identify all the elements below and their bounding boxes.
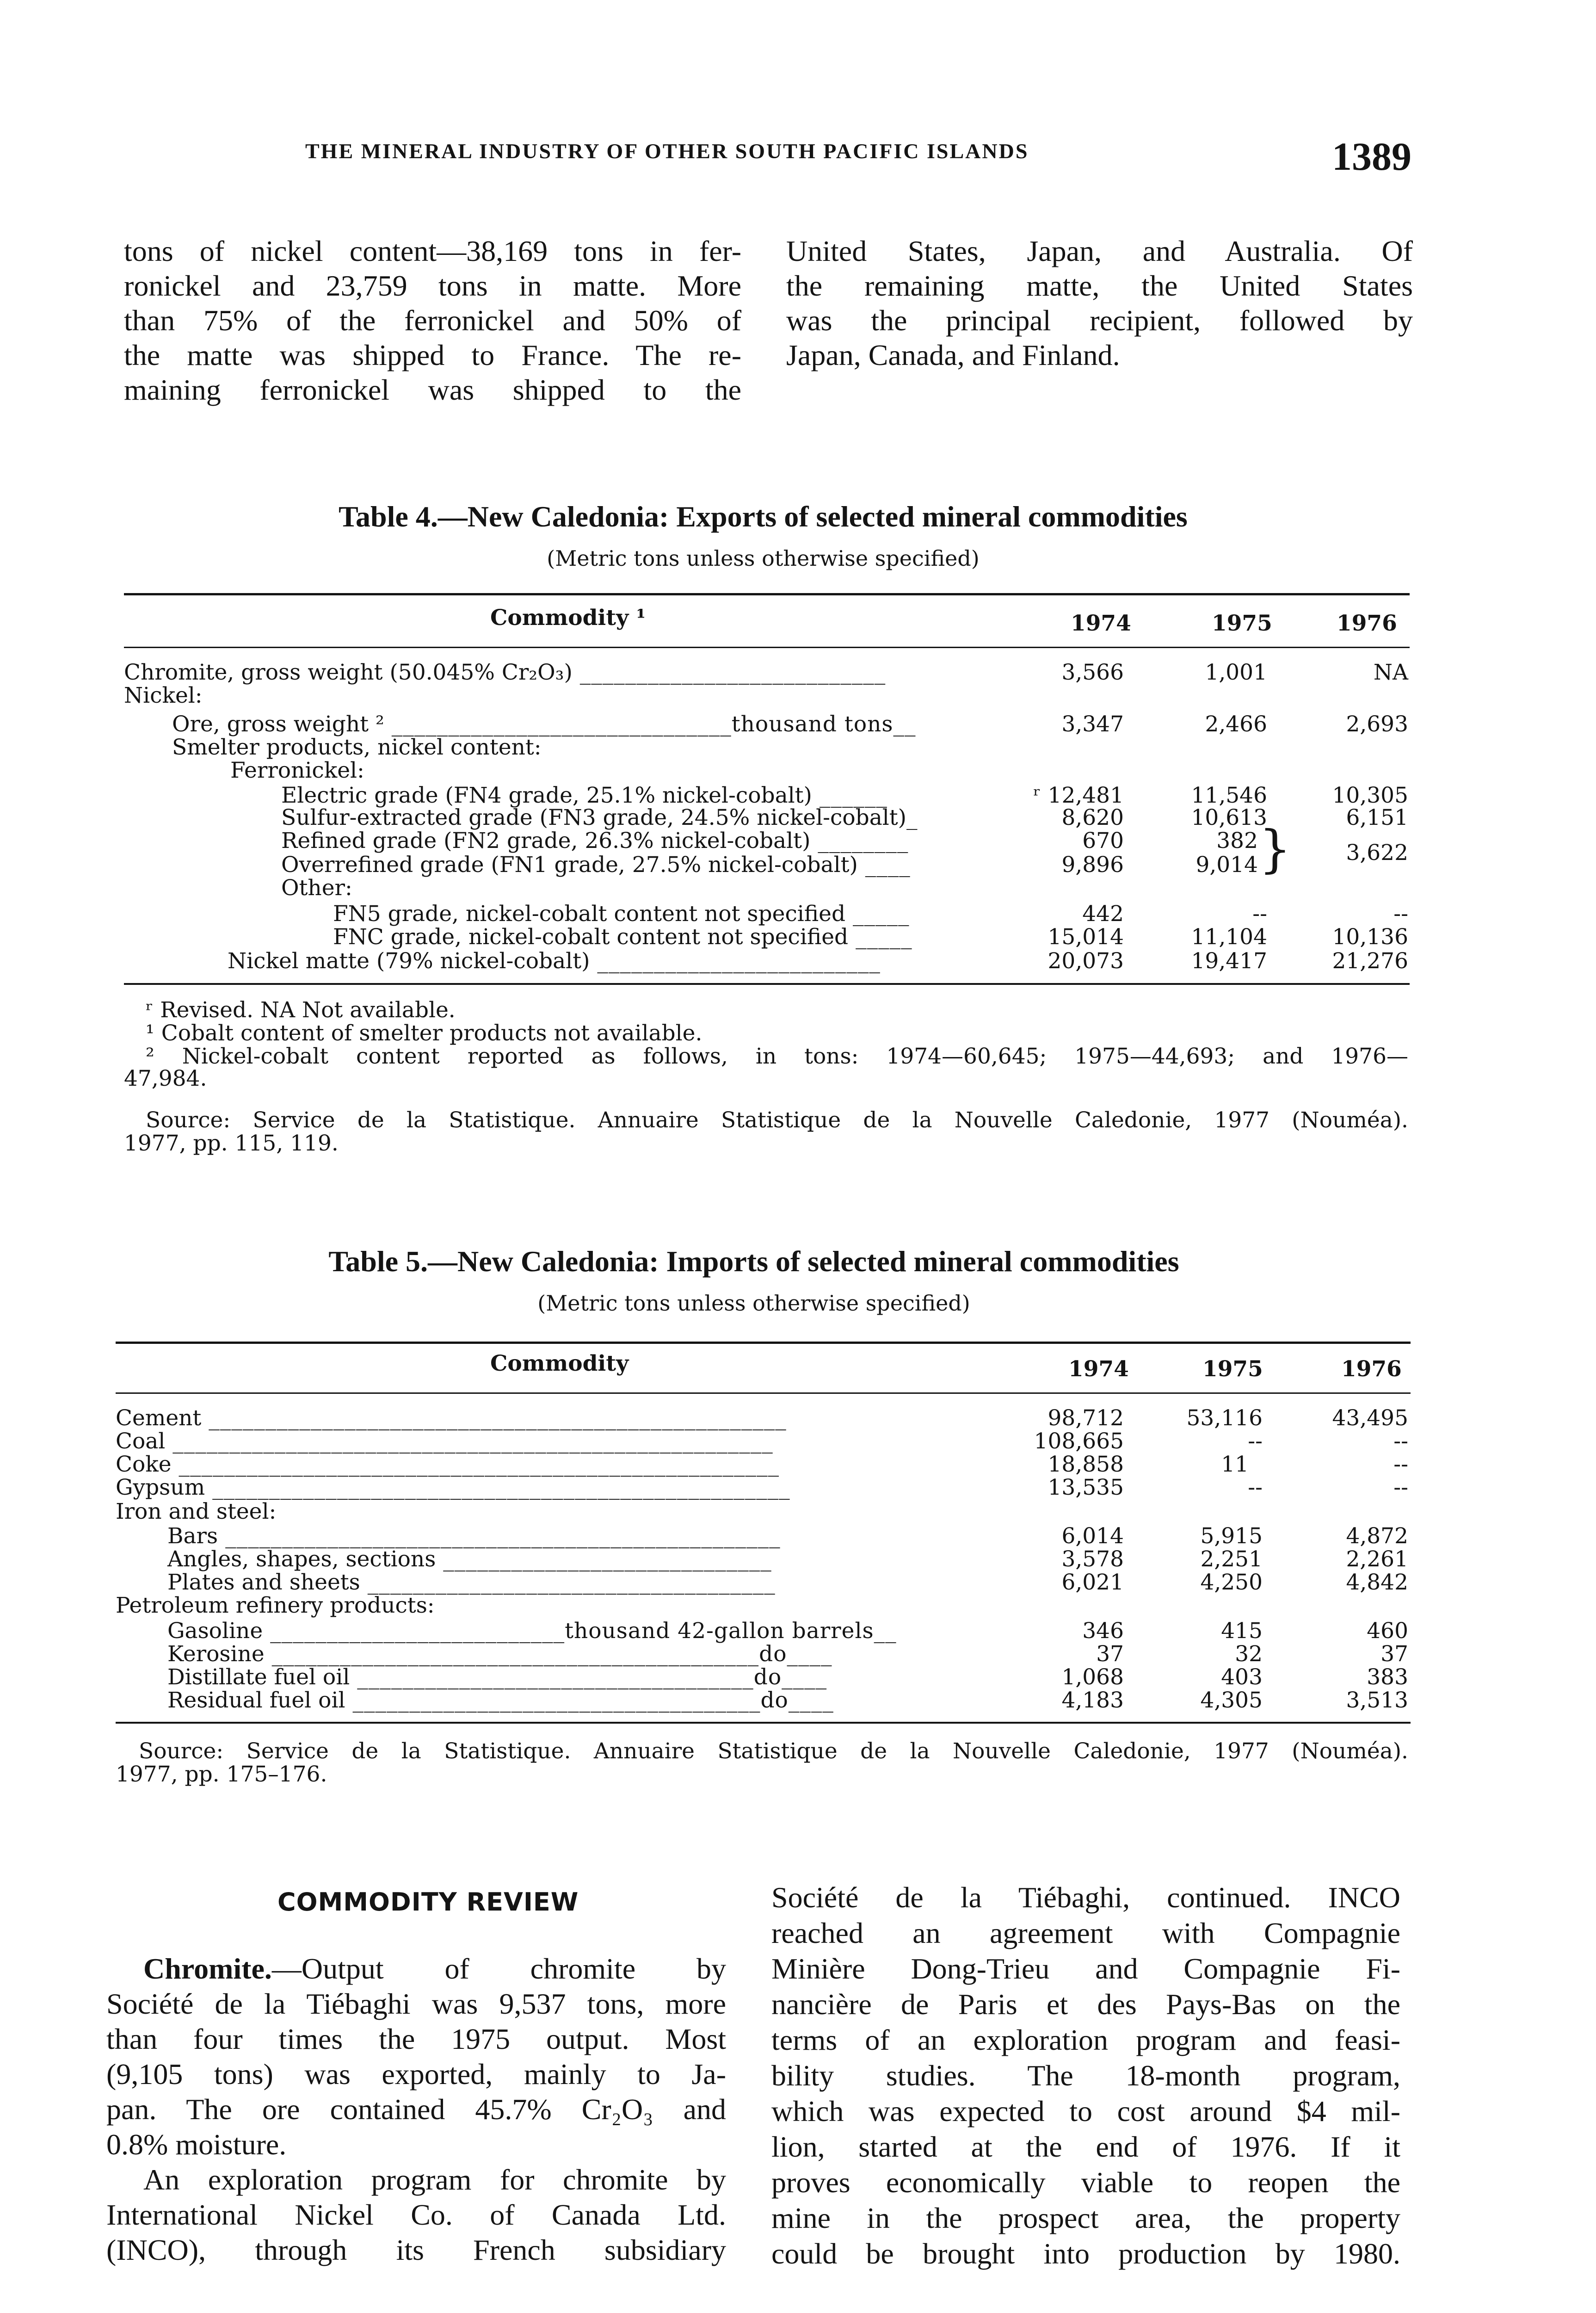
cell-1974: 3,566 [1061, 660, 1124, 685]
text-line: International Nickel Co. of Canada Ltd. [106, 2198, 726, 2231]
cell-1974: 670 [1082, 828, 1124, 853]
dot-leaders: __________________________thousand 42-gallon barrels__ [263, 1618, 897, 1644]
cell-1974: 346 [1082, 1618, 1124, 1644]
cell-1975: 53,116 [1186, 1405, 1263, 1431]
cell-1976: 4,872 [1346, 1523, 1408, 1549]
cell-1974: 442 [1082, 901, 1124, 927]
row-label: FNC grade, nickel-cobalt content not specified [333, 924, 849, 950]
table5-top-rule [116, 1342, 1411, 1344]
text-line: Minière Dong-Trieu and Compagnie Fi- [771, 1952, 1400, 1985]
text-line: proves economically viable to reopen the [771, 2166, 1400, 2199]
row-label: Ferronickel: [230, 758, 364, 783]
cell-1974: 15,014 [1048, 924, 1124, 950]
cell-1976: -- [1393, 1429, 1408, 1454]
text-line: terms of an exploration program and feasi- [771, 2023, 1400, 2056]
cell-1975: 11,104 [1191, 924, 1267, 950]
cell-1976: 10,136 [1332, 924, 1408, 950]
cell-1975: 9,014 [1195, 852, 1258, 878]
table5-header-rule [116, 1392, 1411, 1394]
table5-source: Source: Service de la Statistique. Annuaire Statistique de la Nouvelle Caledonie, 1977 (Nouméa). [139, 1738, 1408, 1764]
dot-leaders: _____________________________________________________ [171, 1452, 780, 1477]
row-label: Sulfur-extracted grade (FN3 grade, 24.5% nickel-cobalt) [281, 805, 907, 830]
cell-1975: -- [1252, 901, 1267, 927]
cell-1976: 6,151 [1346, 805, 1408, 830]
cell-1975: 4,250 [1200, 1570, 1263, 1595]
cell-1975: 403 [1221, 1664, 1263, 1690]
cell-1975: 1,001 [1205, 660, 1267, 685]
table4-bottom-rule [124, 983, 1410, 985]
cell-1974: 3,578 [1061, 1546, 1124, 1572]
dot-leaders: _________________________ [590, 948, 881, 974]
table4-header-1974: 1974 [1071, 611, 1131, 636]
cell-1975: 11 [1221, 1452, 1249, 1477]
chromite-run-in-head: Chromite. [143, 1952, 272, 1985]
cell-1975: -- [1248, 1475, 1263, 1500]
cell-1976: 3,513 [1346, 1688, 1408, 1713]
cell-1975: -- [1248, 1429, 1263, 1454]
text-line: lion, started at the end of 1976. If it [771, 2130, 1400, 2163]
text-line: could be brought into production by 1980. [771, 2237, 1400, 2270]
cell-1975: 2,251 [1200, 1546, 1263, 1572]
table5-header-1976: 1976 [1341, 1356, 1402, 1382]
row-label: Refined grade (FN2 grade, 26.3% nickel-cobalt) [281, 828, 811, 853]
cell-1974: 37 [1096, 1641, 1124, 1667]
row-label: Angles, shapes, sections [167, 1546, 436, 1572]
text-line: the matte was shipped to France. The re- [124, 339, 741, 371]
cell-1975: 32 [1235, 1641, 1263, 1667]
table5-subtitle: (Metric tons unless otherwise specified) [537, 1291, 970, 1316]
cell-1976: 4,842 [1346, 1570, 1408, 1595]
cell-1974: 98,712 [1048, 1405, 1124, 1431]
row-label: Distillate fuel oil [167, 1664, 350, 1690]
table5-bottom-rule [116, 1722, 1411, 1724]
text-line: mine in the prospect area, the property [771, 2202, 1400, 2234]
cell-1976: NA [1373, 660, 1408, 685]
row-label: Residual fuel oil [167, 1688, 345, 1713]
cell-1975: 19,417 [1191, 948, 1267, 974]
table4-caption: Table 4.—New Caledonia: Exports of selected mineral commodities [339, 500, 1188, 533]
text-line: Société de la Tiébaghi, continued. INCO [771, 1881, 1400, 1914]
row-label: Other: [281, 875, 352, 901]
text-line: than 75% of the ferronickel and 50% of [124, 304, 741, 337]
cell-1976: 460 [1367, 1618, 1408, 1644]
dot-leaders: _ [906, 805, 918, 830]
cell-1976: 2,261 [1346, 1546, 1408, 1572]
cell-1976: 383 [1367, 1664, 1408, 1690]
cell-1975: 4,305 [1200, 1688, 1263, 1713]
dot-leaders: ___________________________ [572, 660, 886, 685]
dot-leaders: ____ [857, 852, 911, 878]
section-heading: COMMODITY REVIEW [277, 1887, 579, 1917]
cell-1974: 6,021 [1061, 1570, 1124, 1595]
dot-leaders: _____ [848, 924, 912, 950]
dot-leaders: ______ [812, 783, 887, 808]
text-line [106, 1951, 726, 1986]
dot-leaders: ___________________________________________do____ [264, 1641, 832, 1667]
cell-1974: 9,896 [1061, 852, 1124, 878]
dot-leaders: ____________________________________do____ [345, 1688, 834, 1713]
cell-1976: 21,276 [1332, 948, 1408, 974]
text-line: 0.8% moisture. [106, 2128, 287, 2161]
cell-1976: -- [1393, 901, 1408, 927]
row-label: Gypsum [116, 1475, 205, 1500]
dot-leaders: ________ [810, 828, 909, 853]
table4-header-1976: 1976 [1337, 611, 1397, 636]
intro-right-column [786, 234, 1413, 372]
text-line: which was expected to cost around $4 mil- [771, 2095, 1400, 2127]
cell-1976: 2,693 [1346, 711, 1408, 737]
text-line: Société de la Tiébaghi was 9,537 tons, more [106, 1987, 726, 2020]
text-line: bility studies. The 18-month program, [771, 2059, 1400, 2092]
cell-1974: 3,347 [1061, 711, 1124, 737]
page-number: 1389 [1332, 134, 1411, 179]
cell-1974: 8,620 [1061, 805, 1124, 830]
table4-header-commodity: Commodity ¹ [490, 605, 646, 631]
table5-header-1974: 1974 [1068, 1356, 1129, 1382]
text-line: ronickel and 23,759 tons in matte. More [124, 269, 741, 302]
row-label: Coal [116, 1429, 166, 1454]
cell-1974: 20,073 [1048, 948, 1124, 974]
cell-1974: 18,858 [1048, 1452, 1124, 1477]
intro-left-column [124, 234, 741, 407]
row-label: Cement [116, 1405, 202, 1431]
dot-leaders: _____ [845, 901, 910, 927]
row-label: Coke [116, 1452, 172, 1477]
row-label: Kerosine [167, 1641, 265, 1667]
table4-header-1975: 1975 [1212, 611, 1272, 636]
table5-caption: Table 5.—New Caledonia: Imports of selected mineral commodities [328, 1245, 1179, 1278]
table4-source: Source: Service de la Statistique. Annuaire Statistique de la Nouvelle Caledonie, 1977 (Nouméa). [146, 1107, 1408, 1133]
text-line: Japan, Canada, and Finland. [786, 339, 1120, 371]
text-line: tons of nickel content—38,169 tons in fer- [124, 235, 741, 267]
cell-1976: -- [1393, 1452, 1408, 1477]
text-line: (INCO), through its French subsidiary [106, 2233, 726, 2266]
cell-1975: 11,546 [1191, 783, 1267, 808]
dot-leaders: _____________________________________________________ [165, 1429, 773, 1454]
cell-1974: 108,665 [1034, 1429, 1124, 1454]
row-label: Electric grade (FN4 grade, 25.1% nickel-cobalt) [281, 783, 812, 808]
dot-leaders: ___________________________________do____ [350, 1664, 827, 1690]
row-label: Plates and sheets [167, 1570, 360, 1595]
text-line: was the principal recipient, followed by [786, 304, 1413, 337]
text-line: An exploration program for chromite by [143, 2163, 726, 2196]
table4-footnote-2-cont: 47,984. [124, 1066, 207, 1091]
dot-leaders: _____________________________ [436, 1546, 772, 1572]
cell-1976: -- [1393, 1475, 1408, 1500]
row-label: Bars [167, 1523, 218, 1549]
cell-1974: 13,535 [1048, 1475, 1124, 1500]
cell-1976: 3,622 [1346, 840, 1408, 866]
row-label: Chromite, gross weight (50.045% Cr₂O₃) [124, 660, 573, 685]
table4-header-rule [124, 647, 1410, 648]
cell-1975: 2,466 [1205, 711, 1267, 737]
cell-1976: 10,305 [1332, 783, 1408, 808]
text-line: (9,105 tons) was exported, mainly to Ja- [106, 2058, 726, 2090]
text-line: nancière de Paris et des Pays-Bas on the [771, 1988, 1400, 2021]
row-label: Smelter products, nickel content: [172, 735, 542, 760]
row-label: Iron and steel: [116, 1499, 277, 1524]
cell-1974: ʳ 12,481 [1033, 783, 1124, 808]
text-line: maining ferronickel was shipped to the [124, 373, 741, 406]
table4-footnote-revised: ʳ Revised. NA Not available. [146, 997, 456, 1023]
cell-1974: 6,014 [1061, 1523, 1124, 1549]
cell-1975: 10,613 [1191, 805, 1267, 830]
cell-1976: 43,495 [1332, 1405, 1408, 1431]
text-line: pan. The ore contained 45.7% Cr₂O₃ and [106, 2093, 726, 2126]
review-right-column [771, 1880, 1400, 2271]
cell-1975: 415 [1221, 1618, 1263, 1644]
table4-source-cont: 1977, pp. 115, 119. [124, 1131, 339, 1156]
merge-brace: } [1259, 819, 1291, 878]
cell-1976: 37 [1380, 1641, 1408, 1667]
text-line: reached an agreement with Compagnie [771, 1917, 1400, 1949]
cell-1974: 4,183 [1061, 1688, 1124, 1713]
text-line: the remaining matte, the United States [786, 269, 1413, 302]
review-left-column [106, 1951, 726, 2268]
row-label: Ore, gross weight ² [172, 711, 384, 737]
table5-header-1975: 1975 [1202, 1356, 1263, 1382]
row-label: Overrefined grade (FN1 grade, 27.5% nickel-cobalt) [281, 852, 858, 878]
table5-header-commodity: Commodity [490, 1351, 629, 1376]
table4-subtitle: (Metric tons unless otherwise specified) [547, 546, 980, 571]
cell-1974: 1,068 [1061, 1664, 1124, 1690]
table4-footnote-2: ² Nickel-cobalt content reported as follows, in tons: 1974—60,645; 1975—44,693; and 1976— [146, 1044, 1408, 1069]
cell-1975: 382 [1216, 828, 1258, 853]
dot-leaders: ______________________________thousand tons__ [384, 711, 916, 737]
table4-top-rule [124, 593, 1410, 595]
text-fragment: —Output of chromite by [271, 1952, 726, 1985]
dot-leaders: ___________________________________________________ [201, 1405, 787, 1431]
running-head: THE MINERAL INDUSTRY OF OTHER SOUTH PACIFIC ISLANDS [305, 139, 1029, 163]
row-label: Nickel: [124, 683, 203, 708]
dot-leaders: _________________________________________________ [218, 1523, 781, 1549]
cell-1975: 5,915 [1200, 1523, 1263, 1549]
dot-leaders: ___________________________________________________ [205, 1475, 790, 1500]
dot-leaders: ____________________________________ [360, 1570, 776, 1595]
row-label: Petroleum refinery products: [116, 1593, 435, 1618]
row-label: Nickel matte (79% nickel-cobalt) [228, 948, 590, 974]
row-label: FN5 grade, nickel-cobalt content not specified [333, 901, 846, 927]
text-line: United States, Japan, and Australia. Of [786, 235, 1413, 267]
table4-footnote-1: ¹ Cobalt content of smelter products not available. [146, 1020, 702, 1046]
row-label: Gasoline [167, 1618, 263, 1644]
text-line: than four times the 1975 output. Most [106, 2022, 726, 2055]
table5-source-cont: 1977, pp. 175–176. [116, 1762, 327, 1787]
